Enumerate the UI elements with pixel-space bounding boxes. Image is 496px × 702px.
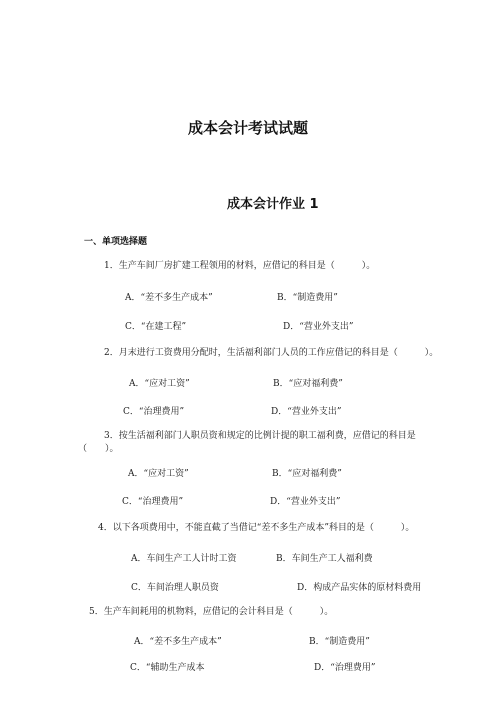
section-heading: 一、单项选择题 xyxy=(84,237,148,247)
question-4: 4．以下各项费用中，不能直截了当借记“差不多生产成本”科目的是（ ）。 xyxy=(98,523,415,533)
q3-option-b: B．“应对福利费” xyxy=(272,469,342,479)
q2-option-c: C．“治理费用” xyxy=(123,407,185,417)
q3-option-d: D．“营业外支出” xyxy=(270,497,341,507)
q4-option-b: B．车间生产工人福利费 xyxy=(276,554,373,564)
q4-option-d: D．构成产品实体的原材料费用 xyxy=(297,583,422,593)
q5-option-b: B．“制造费用” xyxy=(309,637,370,647)
question-3: 3．按生活福利部门人职员资和规定的比例计提的职工福利费，应借记的科目是（ ）。 xyxy=(78,431,416,454)
q2-option-a: A．“应对工资” xyxy=(129,379,190,389)
q1-option-b: B．“制造费用” xyxy=(277,293,338,303)
q3-option-c: C．“治理费用” xyxy=(122,497,184,507)
q5-option-c: C．“辅助生产成本 xyxy=(130,663,205,673)
question-5: 5．生产车间耗用的机物料，应借记的会计科目是（ ）。 xyxy=(89,607,334,617)
q4-option-c: C．车间治理人职员资 xyxy=(131,583,219,593)
question-2: 2．月末进行工资费用分配时，生活福利部门人员的工作应借记的科目是（ ）。 xyxy=(104,348,439,358)
q1-option-a: A．“差不多生产成本” xyxy=(125,293,213,303)
q5-option-d: D．“治理费用” xyxy=(314,663,376,673)
assignment-subtitle: 成本会计作业 1 xyxy=(227,197,319,212)
document-title: 成本会计考试试题 xyxy=(188,119,309,137)
q1-option-d: D．“营业外支出” xyxy=(283,322,354,332)
q2-option-b: B．“应对福利费” xyxy=(273,379,343,389)
q1-option-c: C．“在建工程” xyxy=(125,322,187,332)
q4-option-a: A．车间生产工人计时工资 xyxy=(131,554,237,564)
q2-option-d: D．“营业外支出” xyxy=(271,407,342,417)
q5-option-a: A．“差不多生产成本” xyxy=(134,637,222,647)
question-1: 1．生产车间厂房扩建工程领用的材料，应借记的科目是（ ）。 xyxy=(104,261,376,271)
q3-option-a: A．“应对工资” xyxy=(128,469,189,479)
